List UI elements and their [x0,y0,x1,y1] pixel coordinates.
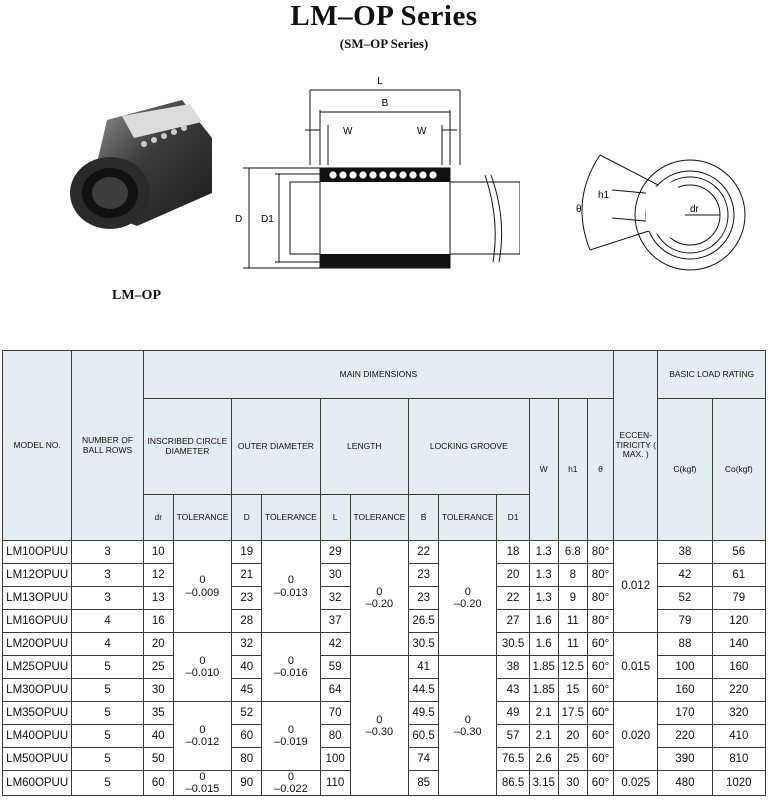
col-dr-tol: TOLERANCE [173,495,231,541]
cell-L: 100 [320,748,350,771]
cell-model: LM20OPUU [3,633,72,656]
cell-C: 220 [658,725,712,748]
cell-L: 59 [320,656,350,679]
cell-theta: 80° [587,564,613,587]
cell-ball-rows: 5 [72,748,143,771]
tolerance-upper: 0 [199,654,206,667]
dim-D1-label: D1 [261,214,274,225]
cell-W: 3.15 [529,771,558,796]
cell-D-tolerance [262,771,320,796]
cell-W: 1.3 [529,564,558,587]
page-subtitle: (SM–OP Series) [339,36,429,51]
cell-L: 29 [320,541,350,564]
cell-D1: 57 [497,725,529,748]
cell-ball-rows: 3 [72,587,143,610]
cell-B: 23 [409,587,439,610]
cell-h1: 8 [558,564,587,587]
cell-D: 19 [232,541,262,564]
cell-C: 100 [658,656,712,679]
cell-model: LM10OPUU [3,541,72,564]
col-length: LENGTH [320,399,408,495]
col-B-tol: TOLERANCE [439,495,497,541]
cell-W: 2.1 [529,725,558,748]
cell-theta: 60° [587,702,613,725]
h1-label: h1 [598,190,610,201]
cell-model: LM60OPUU [3,771,72,796]
cell-dr: 16 [143,610,173,633]
cell-D1: 76.5 [497,748,529,771]
tolerance-lower: –0.009 [185,586,220,599]
cell-C: 170 [658,702,712,725]
cell-h1: 15 [558,679,587,702]
cell-L: 42 [320,633,350,656]
cell-L: 32 [320,587,350,610]
cell-h1: 30 [558,771,587,796]
tolerance-upper: 0 [464,585,471,598]
cell-h1: 9 [558,587,587,610]
col-D-tol: TOLERANCE [262,495,320,541]
tolerance-lower: –0.012 [185,736,220,748]
tolerance-upper: 0 [287,654,294,667]
cell-B: 44.5 [409,679,439,702]
tolerance-upper: 0 [199,574,206,587]
cell-dr: 30 [143,679,173,702]
tolerance-lower: –0.022 [274,783,308,796]
cell-theta: 80° [587,541,613,564]
cell-D1: 86.5 [497,771,529,796]
cell-dr: 60 [143,771,173,796]
cell-W: 1.3 [529,587,558,610]
cell-dr: 13 [143,587,173,610]
cell-theta: 80° [587,587,613,610]
tolerance-upper: 0 [287,574,294,587]
cell-Co: 320 [712,702,765,725]
cell-B: 60.5 [409,725,439,748]
cell-D1: 38 [497,656,529,679]
cell-dr: 50 [143,748,173,771]
col-h1: h1 [558,399,587,541]
spec-table [2,350,766,796]
col-main-dimensions: MAIN DIMENSIONS [143,351,613,399]
cell-D1: 49 [497,702,529,725]
page-title: LM–OP Series [290,0,478,32]
cell-L: 70 [320,702,350,725]
tolerance-upper: 0 [376,585,383,598]
cell-dr-tolerance [173,771,231,796]
cell-L: 30 [320,564,350,587]
cell-ball-rows: 5 [72,656,143,679]
col-theta: θ [587,399,613,541]
tolerance-upper: 0 [376,713,383,726]
cell-D: 45 [232,679,262,702]
cell-h1: 25 [558,748,587,771]
tolerance-upper: 0 [287,771,294,783]
col-W: W [529,399,558,541]
cell-D: 52 [232,702,262,725]
cell-Co: 56 [712,541,765,564]
cell-D: 23 [232,587,262,610]
cell-C: 42 [658,564,712,587]
cell-theta: 60° [587,656,613,679]
col-ball-rows: NUMBER OF BALL ROWS [72,351,143,541]
cell-h1: 11 [558,610,587,633]
cell-D: 28 [232,610,262,633]
cell-eccentricity: 0.025 [614,771,658,796]
cell-W: 2.1 [529,702,558,725]
tolerance-lower: –0.30 [365,725,394,738]
cell-h1: 20 [558,725,587,748]
tolerance-lower: –0.015 [185,783,220,796]
cell-Co: 160 [712,656,765,679]
col-C: C(kgf) [658,399,712,541]
cell-D1: 27 [497,610,529,633]
cell-B: 41 [409,656,439,679]
cell-W: 1.85 [529,679,558,702]
cell-theta: 60° [587,771,613,796]
col-locking-groove: LOCKING GROOVE [409,399,530,495]
cell-h1: 6.8 [558,541,587,564]
cell-dr-tolerance [173,541,231,633]
side-view-drawing [235,70,520,280]
tolerance-upper: 0 [287,723,294,736]
cell-model: LM40OPUU [3,725,72,748]
tolerance-lower: –0.019 [274,736,308,748]
col-model: MODEL NO. [3,351,72,541]
tolerance-lower: –0.016 [274,667,308,679]
cell-L: 80 [320,725,350,748]
cell-model: LM16OPUU [3,610,72,633]
cell-C: 38 [658,541,712,564]
cell-Co: 810 [712,748,765,771]
cell-L-tolerance [350,541,408,656]
cell-ball-rows: 5 [72,771,143,796]
cell-D: 80 [232,748,262,771]
cell-W: 1.3 [529,541,558,564]
cell-eccentricity: 0.020 [614,702,658,771]
cell-dr: 12 [143,564,173,587]
col-dr: dr [143,495,173,541]
cell-D1: 20 [497,564,529,587]
cell-C: 480 [658,771,712,796]
cell-eccentricity: 0.015 [614,633,658,702]
col-outer: OUTER DIAMETER [232,399,320,495]
cell-D1: 22 [497,587,529,610]
cell-B: 22 [409,541,439,564]
col-L-tol: TOLERANCE [350,495,408,541]
tolerance-lower: –0.20 [454,598,482,610]
cell-model: LM30OPUU [3,679,72,702]
col-eccentricity: ECCEN- TIRICITY ( MAX. ) [614,351,658,541]
cell-Co: 410 [712,725,765,748]
cell-B: 23 [409,564,439,587]
cell-dr-tolerance [173,633,231,702]
cell-model: LM13OPUU [3,587,72,610]
cell-B-tolerance [439,656,497,796]
cell-dr: 10 [143,541,173,564]
cell-D-tolerance [262,702,320,771]
cell-theta: 60° [587,748,613,771]
cell-D: 60 [232,725,262,748]
cell-C: 52 [658,587,712,610]
cell-ball-rows: 5 [72,679,143,702]
cell-model: LM25OPUU [3,656,72,679]
dim-B-label: B [381,98,389,109]
spec-table-body [3,541,766,796]
cell-h1: 11 [558,633,587,656]
theta-label: θ [576,204,582,215]
cell-L: 64 [320,679,350,702]
cell-theta: 60° [587,725,613,748]
cell-model: LM35OPUU [3,702,72,725]
cell-dr: 35 [143,702,173,725]
dim-L-label: L [377,76,383,87]
cell-L: 37 [320,610,350,633]
cell-D-tolerance [262,541,320,633]
tolerance-lower: –0.30 [454,725,482,738]
cell-W: 1.85 [529,656,558,679]
col-inscribed: INSCRIBED CIRCLE DIAMETER [143,399,231,495]
col-D1: D1 [497,495,529,541]
col-basic-load-rating: BASIC LOAD RATING [658,351,766,399]
cell-theta: 60° [587,633,613,656]
tolerance-lower: –0.20 [365,598,394,610]
cell-D1: 30.5 [497,633,529,656]
cell-D: 40 [232,656,262,679]
cell-L: 110 [320,771,350,796]
cell-ball-rows: 3 [72,564,143,587]
cell-W: 1.6 [529,633,558,656]
cell-D: 21 [232,564,262,587]
cell-W: 1.6 [529,610,558,633]
cell-h1: 17.5 [558,702,587,725]
cell-C: 160 [658,679,712,702]
dr-label: dr [690,204,699,215]
cell-ball-rows: 5 [72,702,143,725]
cell-ball-rows: 3 [72,541,143,564]
cell-B: 49.5 [409,702,439,725]
photo-caption: LM–OP [112,288,161,303]
cell-h1: 12.5 [558,656,587,679]
cell-Co: 61 [712,564,765,587]
cell-D1: 43 [497,679,529,702]
col-D: D [232,495,262,541]
table-row [3,541,766,564]
cell-Co: 220 [712,679,765,702]
tolerance-upper: 0 [199,723,206,736]
dim-D-label: D [235,214,243,225]
cell-model: LM50OPUU [3,748,72,771]
cell-D: 90 [232,771,262,796]
cell-ball-rows: 4 [72,610,143,633]
dim-W-right-label: W [417,126,427,137]
tolerance-upper: 0 [199,771,206,783]
cell-D-tolerance [262,633,320,702]
cell-Co: 79 [712,587,765,610]
cell-dr: 25 [143,656,173,679]
cell-theta: 80° [587,610,613,633]
col-B: B [409,495,439,541]
cell-Co: 1020 [712,771,765,796]
cell-ball-rows: 4 [72,633,143,656]
cell-dr: 40 [143,725,173,748]
cell-L-tolerance [350,656,408,796]
cell-B: 74 [409,748,439,771]
cell-eccentricity: 0.012 [614,541,658,633]
cell-C: 390 [658,748,712,771]
cell-C: 79 [658,610,712,633]
cell-B: 30.5 [409,633,439,656]
cell-B-tolerance [439,541,497,656]
cell-dr-tolerance [173,702,231,771]
col-L: L [320,495,350,541]
cell-B: 26.5 [409,610,439,633]
cell-C: 88 [658,633,712,656]
cell-B: 85 [409,771,439,796]
cell-model: LM12OPUU [3,564,72,587]
cell-D: 32 [232,633,262,656]
cell-Co: 140 [712,633,765,656]
cell-ball-rows: 5 [72,725,143,748]
dim-W-left-label: W [343,126,353,137]
cell-theta: 60° [587,679,613,702]
cell-W: 2.6 [529,748,558,771]
bearing-photo [62,98,222,248]
cell-dr: 20 [143,633,173,656]
cell-Co: 120 [712,610,765,633]
tolerance-upper: 0 [464,713,471,726]
cell-D1: 18 [497,541,529,564]
tolerance-lower: –0.013 [274,586,308,599]
col-Co: Co(kgf) [712,399,765,541]
cross-section-drawing [560,140,750,280]
tolerance-lower: –0.010 [185,667,220,679]
